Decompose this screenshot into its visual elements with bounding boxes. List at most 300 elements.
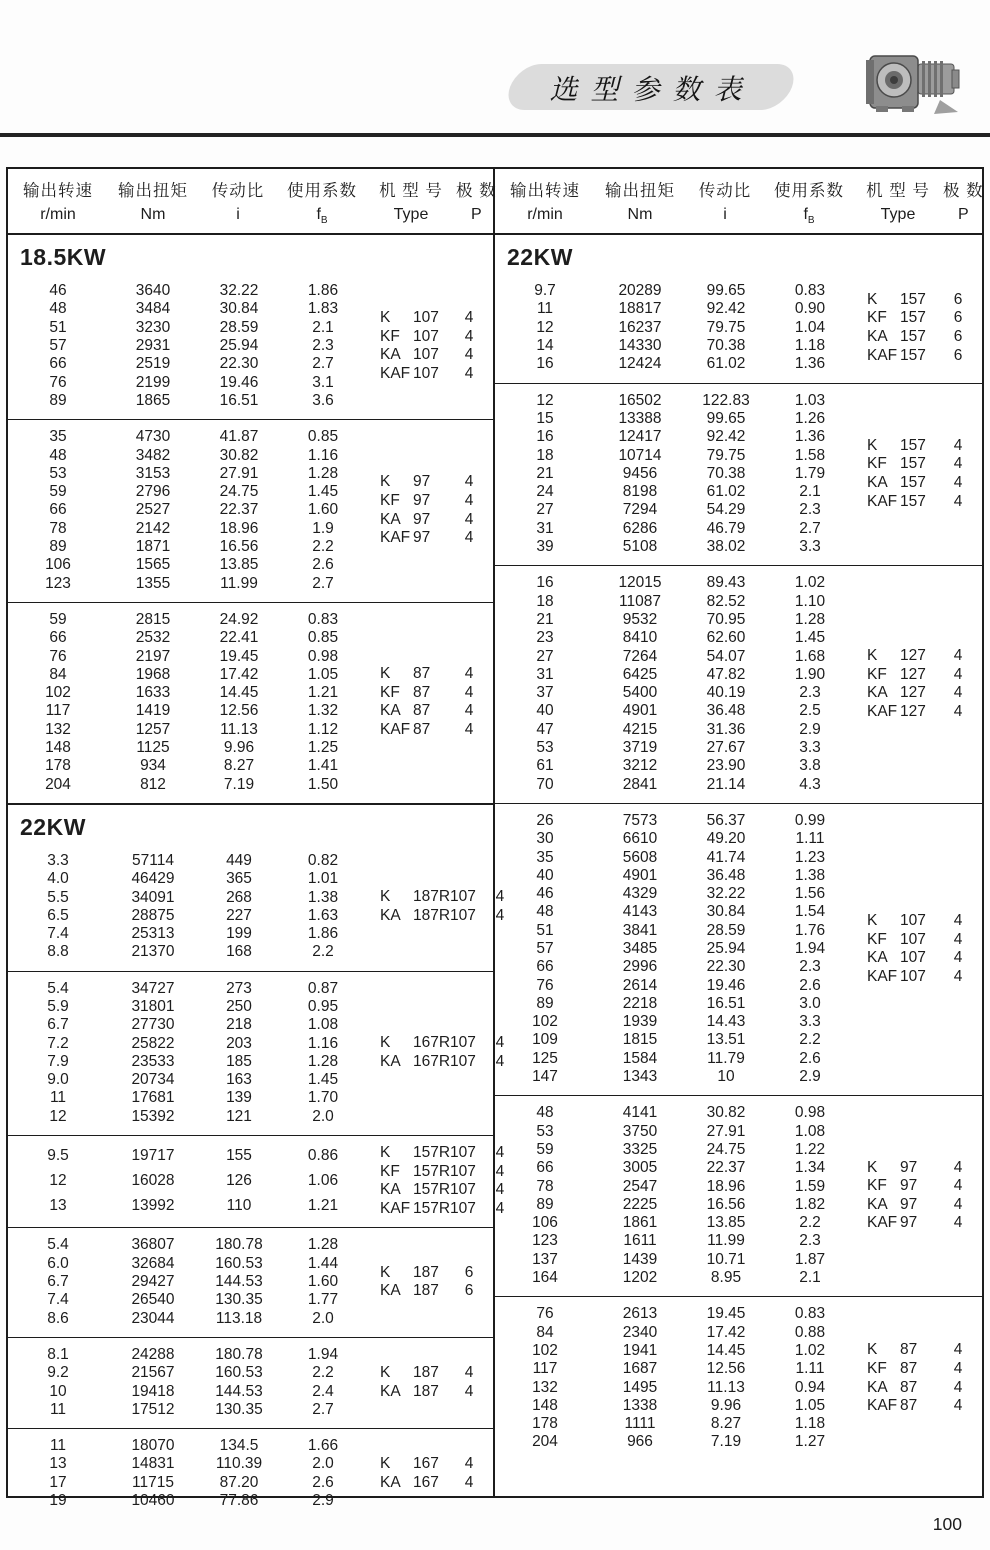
model-block [8,419,493,602]
service-factor-cell: 2.2 [312,943,334,961]
ratio-cell: 16.56 [706,1195,746,1213]
model-size: 127 [900,684,926,702]
model-prefix: KAF [380,721,411,739]
torque-cell: 1257 [135,720,171,738]
service-factor-cell: 1.12 [307,720,339,738]
service-factor-cell: 1.05 [307,665,339,683]
service-factor-cell: 1.86 [307,925,339,943]
speed-cell: 76 [49,373,67,391]
model-row [366,665,493,684]
torque-cell: 2547 [622,1177,658,1195]
ratio-cell: 16.51 [706,994,746,1012]
speed-cell: 51 [536,921,554,939]
speed-cell: 7.9 [47,1052,69,1070]
service-factor-cell: 0.82 [307,851,339,869]
model-name [853,684,934,703]
ratio-cell: 13.85 [706,1214,746,1232]
ratio-cell: 160.53 [215,1254,263,1272]
speed-cell: 132 [532,1378,558,1396]
column-unit: Nm [140,206,166,223]
speed-cell: 7.2 [47,1034,69,1052]
model-size: 157 [900,492,926,510]
model-name [853,666,934,685]
ratio-cell: 199 [226,925,252,943]
ratio-cell: 113.18 [215,1309,263,1327]
service-factor-cell: 1.54 [794,903,826,921]
speed-cell: 53 [536,739,554,757]
torque-cell: 8410 [622,629,658,647]
ratio-cell: 16.51 [219,391,259,409]
power-section-title: 22KW [20,813,86,840]
torque-cell: 4901 [622,866,658,884]
model-prefix: K [867,1341,878,1359]
torque-cell: 934 [140,757,166,775]
service-factor-cell: 1.44 [307,1254,339,1272]
model-prefix: KA [380,346,401,364]
torque-cell: 7294 [622,501,658,519]
speed-cell: 9.0 [47,1071,69,1089]
model-row [853,1379,982,1398]
model-name [853,474,934,493]
torque-cell: 25313 [131,925,175,943]
model-size: 187 [413,1382,439,1400]
model-name [366,1181,476,1200]
model-prefix: KAF [867,1214,898,1232]
speed-cell: 16 [536,574,554,592]
ratio-cell: 27.91 [706,1122,746,1140]
torque-cell: 12015 [618,574,662,592]
model-size: 107 [900,949,926,967]
column-label: 使用系数 [774,182,844,200]
service-factor-cell: 2.6 [312,556,334,574]
torque-cell: 3485 [622,939,658,957]
service-factor-cell: 2.2 [312,1364,334,1382]
speed-cell: 123 [45,574,71,592]
service-factor-cell: 1.02 [794,574,826,592]
model-name [366,1383,445,1402]
ratio-cell: 30.82 [219,446,259,464]
speed-cell: 37 [536,684,554,702]
ratio-cell: 61.02 [706,355,746,373]
model-size: 87 [413,665,431,683]
pole-count: 4 [953,1397,963,1415]
model-row [853,703,982,722]
model-type-cell [366,611,493,794]
model-name [853,1397,934,1416]
service-factor-cell: 1.59 [794,1177,826,1195]
service-factor-cell: 1.28 [794,610,826,628]
service-factor-cell: 2.2 [799,1031,821,1049]
model-row [366,309,493,328]
torque-cell: 2841 [622,775,658,793]
speed-cell: 40 [536,702,554,720]
ratio-cell: 11.79 [707,1049,745,1067]
selection-table [6,167,984,1509]
torque-cell: 17512 [131,1400,175,1418]
service-factor-cell: 3.3 [799,739,821,757]
model-name [366,492,445,511]
torque-cell: 5608 [622,848,658,866]
ratio-cell: 77.86 [219,1492,259,1509]
speed-cell: 31 [536,519,554,537]
torque-cell: 1941 [622,1341,658,1359]
torque-cell: 4143 [622,903,658,921]
column-label: 传动比 [698,182,752,200]
ratio-cell: 7.19 [223,775,255,793]
speed-cell: 84 [536,1323,554,1341]
model-name [366,346,445,365]
column-unit: i [236,206,240,223]
model-row [366,529,493,548]
service-factor-cell: 1.21 [307,1196,339,1214]
service-factor-cell: 1.27 [794,1433,826,1451]
model-size: 127 [900,646,926,664]
pole-count: 4 [495,1052,505,1070]
ratio-cell: 25.94 [219,337,259,355]
service-factor-cell: 0.95 [307,997,339,1015]
torque-cell: 3719 [622,739,658,757]
model-name [366,473,445,492]
ratio-cell: 12.56 [219,702,259,720]
model-size: 107 [413,327,439,345]
speed-cell: 4.0 [47,870,69,888]
model-size: 157R107 [413,1199,476,1217]
speed-cell: 14 [536,337,554,355]
speed-cell: 66 [49,501,67,519]
pole-count: 4 [464,492,474,509]
column-label: 极 数 [943,182,984,200]
model-row [853,309,982,328]
torque-cell: 4730 [135,428,171,446]
torque-cell: 7264 [622,647,658,665]
speed-cell: 40 [536,866,554,884]
model-size: 107 [900,930,926,948]
model-name [366,888,476,907]
torque-cell: 20289 [618,282,662,300]
column-header-cell [108,177,198,226]
pole-count: 4 [464,529,474,547]
ratio-cell: 92.42 [706,300,746,318]
torque-cell: 1815 [622,1031,658,1049]
pole-count: 4 [464,1363,474,1381]
service-factor-cell: 2.6 [799,976,821,994]
ratio-cell: 89.43 [706,574,746,592]
service-factor-cell: 1.08 [794,1122,826,1140]
service-factor-cell: 1.11 [795,830,825,848]
model-type-cell [853,392,982,557]
ratio-cell: 273 [226,979,252,997]
service-factor-cell: 0.98 [794,1104,826,1122]
ratio-cell: 32.22 [706,885,746,903]
speed-cell: 13 [49,1196,67,1214]
column-header-row [495,169,982,235]
speed-cell: 7.4 [47,925,69,943]
service-factor-cell: 1.56 [794,885,826,903]
torque-cell: 13992 [131,1196,175,1214]
speed-cell: 89 [536,994,554,1012]
speed-cell: 76 [536,976,554,994]
ratio-cell: 92.42 [706,428,746,446]
model-prefix: KA [380,1282,401,1300]
torque-cell: 1611 [623,1232,657,1250]
torque-cell: 57114 [132,851,174,869]
model-prefix: KF [380,492,400,509]
speed-cell: 17 [49,1473,67,1491]
speed-cell: 89 [536,1195,554,1213]
service-factor-cell: 1.10 [794,592,826,610]
service-factor-cell: 1.06 [307,1172,339,1190]
speed-cell: 7.4 [47,1291,69,1309]
model-prefix: KA [380,1052,401,1070]
service-factor-cell: 2.7 [312,1400,334,1418]
power-section [495,235,982,1461]
page-number: 100 [932,1514,962,1534]
pole-count: 4 [464,665,474,683]
model-name [366,907,476,926]
pole-count: 4 [953,436,963,454]
model-prefix: K [380,309,391,327]
pole-count: 6 [464,1282,474,1300]
model-row [853,1159,982,1178]
model-row [853,437,982,456]
ratio-cell: 46.79 [706,519,746,537]
model-row [366,346,493,365]
ratio-cell: 12.56 [706,1360,746,1378]
speed-cell: 18 [536,446,554,464]
speed-cell: 76 [536,1305,554,1323]
ratio-cell: 10 [717,1068,735,1086]
pole-count: 4 [953,665,963,683]
service-factor-cell: 2.0 [312,1309,334,1327]
model-name [853,647,934,666]
ratio-cell: 22.37 [706,1159,746,1177]
torque-cell: 10714 [618,446,662,464]
model-size: 157R107 [413,1144,476,1162]
pole-count: 4 [464,309,474,327]
model-prefix: KF [380,327,400,345]
model-type-cell [366,1437,493,1510]
service-factor-cell: 3.8 [799,757,821,775]
speed-cell: 5.5 [47,888,69,906]
model-row [853,1341,982,1360]
speed-cell: 46 [49,282,67,300]
ratio-cell: 62.60 [706,629,746,647]
service-factor-cell: 1.60 [307,501,339,519]
pole-count: 4 [464,683,474,701]
service-factor-cell: 3.3 [799,538,821,556]
torque-cell: 2614 [622,976,658,994]
torque-cell: 34091 [131,888,175,906]
torque-cell: 9456 [622,464,658,482]
speed-cell: 123 [532,1232,558,1250]
model-row [853,912,982,931]
model-name [366,365,445,384]
model-name [366,1364,445,1383]
column-header-cell [943,177,984,226]
torque-cell: 1439 [622,1250,658,1268]
model-row [853,347,982,366]
column-header-cell [495,177,595,226]
service-factor-cell: 1.05 [794,1396,826,1414]
model-size: 127 [900,702,926,720]
model-prefix: KF [380,1162,400,1180]
pole-count: 4 [953,474,963,491]
speed-cell: 48 [49,446,67,464]
model-prefix: KAF [867,346,898,364]
model-block [495,565,982,803]
ratio-cell: 23.90 [706,757,746,775]
model-size: 157 [900,436,926,454]
ratio-cell: 227 [226,906,252,924]
speed-cell: 9.2 [47,1364,69,1382]
torque-cell: 1125 [136,739,170,757]
model-row [366,721,493,740]
ratio-cell: 70.38 [706,464,746,482]
torque-cell: 2218 [622,994,658,1012]
column-unit: r/min [527,206,563,223]
pole-count: 4 [953,1341,963,1359]
torque-cell: 4141 [622,1104,658,1122]
service-factor-cell: 4.3 [799,775,821,793]
model-name [853,703,934,722]
model-row [853,949,982,968]
service-factor-cell: 0.86 [307,1147,339,1165]
torque-cell: 7573 [622,811,658,829]
service-factor-cell: 3.1 [312,373,334,391]
column-unit: $f_B$ [316,206,328,227]
model-row [853,684,982,703]
ratio-cell: 185 [226,1052,252,1070]
torque-cell: 1495 [622,1378,658,1396]
ratio-cell: 121 [226,1107,252,1125]
service-factor-cell: 0.83 [307,610,339,628]
torque-cell: 3484 [135,300,171,318]
column-unit: Type [880,206,916,223]
model-prefix: K [380,1144,391,1162]
speed-cell: 19 [49,1492,67,1509]
ratio-cell: 268 [226,888,252,906]
torque-cell: 2225 [622,1195,658,1213]
service-factor-cell: 1.38 [307,888,339,906]
service-factor-cell: 1.90 [794,665,826,683]
torque-cell: 6610 [622,830,658,848]
ratio-cell: 144.53 [215,1273,263,1291]
service-factor-cell: 1.28 [307,1052,339,1070]
model-prefix: K [380,473,391,491]
service-factor-cell: 2.9 [312,1492,334,1509]
torque-cell: 4901 [622,702,658,720]
speed-cell: 11 [536,300,554,318]
speed-cell: 15 [536,409,554,427]
model-name [853,949,934,968]
service-factor-cell: 2.7 [799,519,821,537]
pole-count: 4 [953,1359,963,1377]
service-factor-cell: 1.16 [307,1034,339,1052]
ratio-cell: 79.75 [706,446,746,464]
service-factor-cell: 1.22 [794,1140,826,1158]
torque-cell: 13388 [618,409,662,427]
ratio-cell: 8.27 [710,1415,742,1433]
speed-cell: 78 [536,1177,554,1195]
pole-count: 4 [464,1473,474,1491]
pole-count: 4 [464,1382,474,1400]
model-name [366,1163,476,1182]
torque-cell: 15392 [131,1107,175,1125]
speed-cell: 78 [49,519,67,537]
model-prefix: KA [380,906,401,924]
model-size: 187 [413,1363,439,1381]
model-prefix: K [380,665,391,683]
speed-cell: 47 [536,720,554,738]
model-row [366,1455,493,1474]
model-prefix: KA [380,1473,401,1491]
ratio-cell: 41.87 [219,428,259,446]
service-factor-cell: 2.3 [799,684,821,702]
torque-cell: 31801 [131,997,175,1015]
torque-cell: 3482 [135,446,171,464]
model-prefix: K [867,1158,878,1176]
model-row [853,474,982,493]
column-label: 输出扭矩 [118,182,188,200]
speed-cell: 8.1 [47,1345,69,1363]
model-type-cell [366,1346,493,1419]
service-factor-cell: 1.63 [307,906,339,924]
speed-cell: 16 [536,355,554,373]
pole-count: 4 [464,1455,474,1473]
model-name [366,1282,445,1301]
torque-cell: 1633 [135,684,171,702]
ratio-cell: 30.84 [219,300,259,318]
service-factor-cell: 1.36 [794,355,826,373]
column-unit: r/min [40,206,76,223]
ratio-cell: 56.37 [706,811,746,829]
model-row [366,365,493,384]
torque-cell: 14330 [618,337,662,355]
column-label: 机 型 号 [379,182,443,200]
model-name [853,455,934,474]
ratio-cell: 16.56 [219,538,259,556]
torque-cell: 2197 [135,647,171,665]
service-factor-cell: 2.4 [312,1382,334,1400]
service-factor-cell: 1.94 [794,939,826,957]
service-factor-cell: 2.5 [799,702,821,720]
speed-cell: 6.0 [47,1254,69,1272]
torque-cell: 12424 [618,355,662,373]
model-row [366,511,493,530]
column-label: 传动比 [211,182,265,200]
torque-cell: 2815 [135,610,171,628]
column-header-cell [765,177,853,226]
ratio-cell: 11.13 [707,1378,745,1396]
speed-cell: 21 [536,610,554,628]
model-row [853,666,982,685]
service-factor-cell: 2.2 [799,1214,821,1232]
model-size: 97 [900,1195,918,1213]
model-block [8,274,493,419]
speed-cell: 102 [532,1341,558,1359]
torque-cell: 2519 [135,355,171,373]
ratio-cell: 155 [226,1147,252,1165]
ratio-cell: 28.59 [706,921,746,939]
model-size: 97 [900,1177,918,1195]
service-factor-cell: 2.9 [799,720,821,738]
pole-count: 4 [495,906,505,924]
ratio-cell: 365 [226,870,252,888]
model-prefix: KA [867,1378,888,1396]
service-factor-cell: 0.99 [794,811,826,829]
model-name [853,1379,934,1398]
ratio-cell: 24.75 [706,1140,746,1158]
